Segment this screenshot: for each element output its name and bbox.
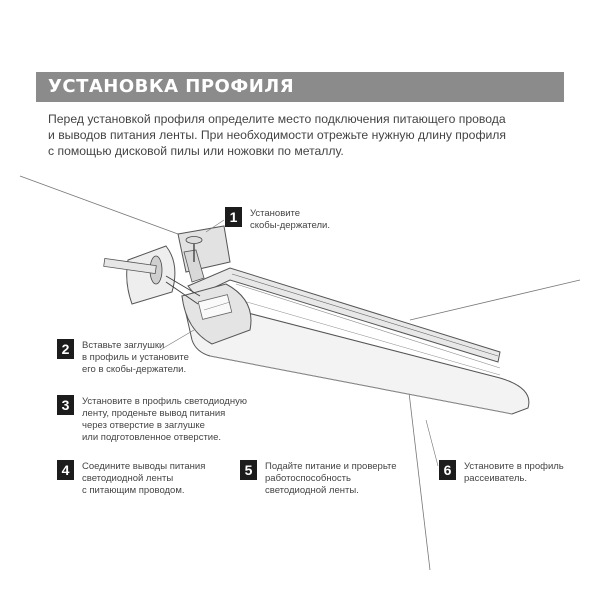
step-line: работоспособность: [265, 473, 351, 484]
step-line: Соедините выводы питания: [82, 461, 206, 472]
section-title: УСТАНОВКА ПРОФИЛЯ: [48, 76, 295, 97]
intro-line: с помощью дисковой пилы или ножовки по металлу.: [48, 144, 344, 158]
ceiling-line: [20, 176, 178, 234]
step-description: [265, 461, 397, 497]
step-description: [464, 461, 564, 485]
leader-step-6: [426, 420, 438, 466]
step-line: ленту, проденьте вывод питания: [82, 408, 226, 419]
step-description: [82, 340, 189, 376]
step-number-badge: 6: [439, 460, 456, 480]
step-line: скобы-держатели.: [250, 220, 330, 231]
step-line: рассеиватель.: [464, 473, 528, 484]
step-line: светодиодной ленты: [82, 473, 174, 484]
step-line: Вставьте заглушки: [82, 340, 165, 351]
step-line: его в скобы-держатели.: [82, 364, 187, 375]
intro-line: и выводов питания ленты. При необходимости отрежьте нужную длину профиля: [48, 128, 506, 142]
step-line: Подайте питание и проверьте: [265, 461, 397, 472]
step-number-badge: 5: [240, 460, 257, 480]
step-line: Установите: [250, 208, 301, 219]
screw-head: [186, 237, 202, 244]
step-number-badge: 2: [57, 339, 74, 359]
step-description: [82, 396, 247, 444]
step-line: с питающим проводом.: [82, 485, 185, 496]
step-description: [82, 461, 205, 497]
mounting-bracket: [178, 226, 230, 272]
wall-corner-line: [408, 384, 430, 570]
step-line: или подготовленное отверстие.: [82, 432, 222, 443]
step-line: Установите в профиль: [464, 461, 564, 472]
step-line: через отверстие в заглушке: [82, 420, 205, 431]
step-description: [250, 208, 330, 232]
intro-line: Перед установкой профиля определите место подключения питающего провода: [48, 112, 506, 126]
step-number-badge: 1: [225, 207, 242, 227]
step-line: светодиодной ленты.: [265, 485, 359, 496]
step-line: Установите в профиль светодиодную: [82, 396, 247, 407]
step-line: в профиль и установите: [82, 352, 189, 363]
step-number-badge: 4: [57, 460, 74, 480]
step-number-badge: 3: [57, 395, 74, 415]
ceiling-line-right: [410, 280, 580, 320]
